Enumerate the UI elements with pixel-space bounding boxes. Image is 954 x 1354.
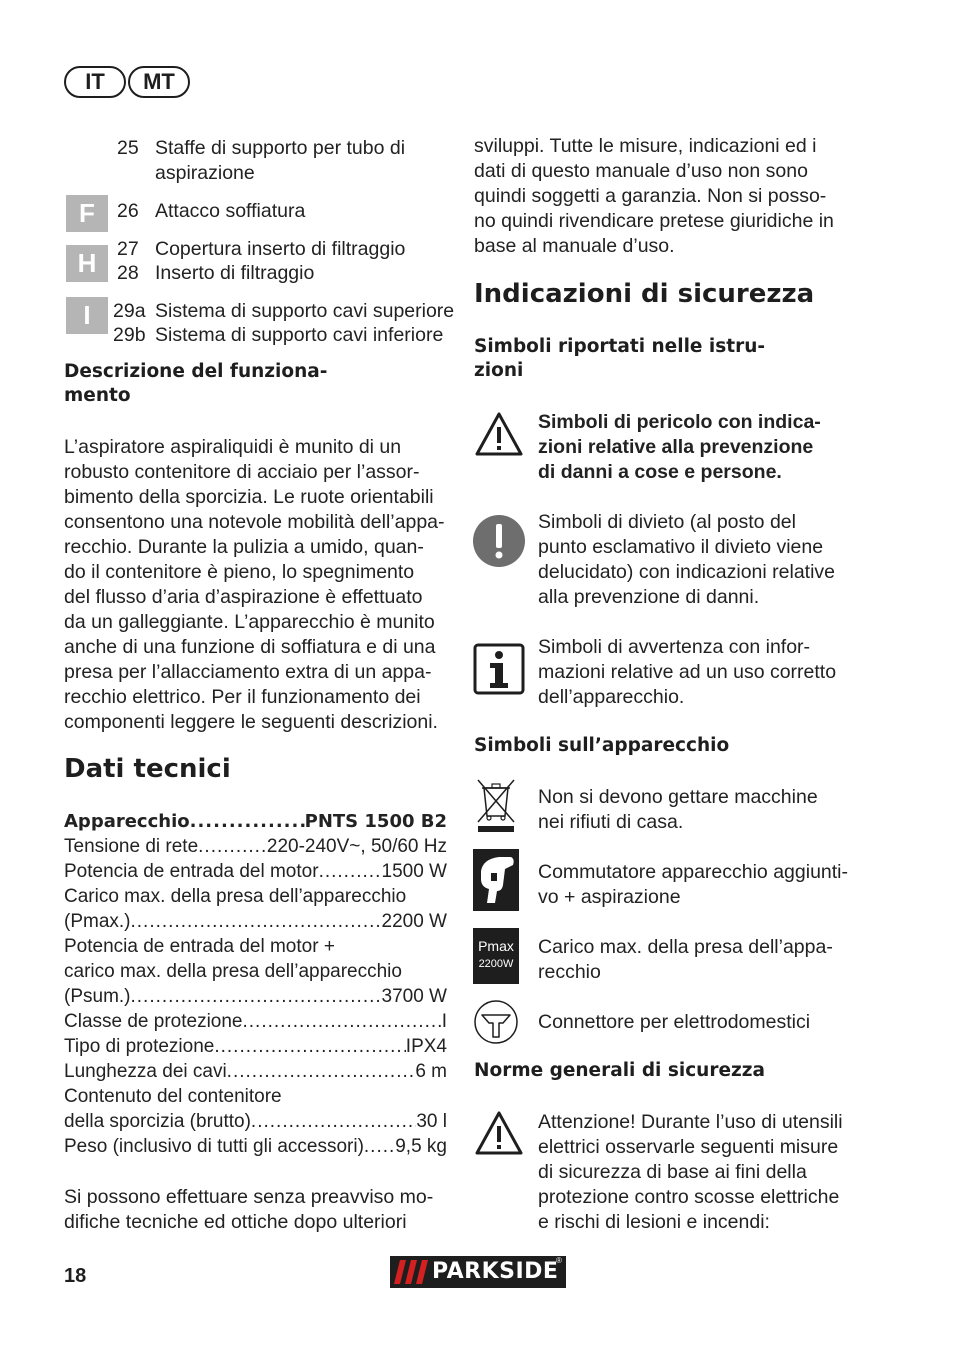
part-label: Inserto di filtraggio xyxy=(155,262,315,284)
dati-tecnici-heading: Dati tecnici xyxy=(64,754,231,784)
text-line: quindi soggetti a garanzia. Non si posso- xyxy=(474,185,827,207)
text-line: Si possono effettuare senza preavviso mo- xyxy=(64,1186,434,1208)
text-line: di danni a cose e persone. xyxy=(538,461,782,483)
part-number: 25 xyxy=(117,137,139,159)
simboli-istruzioni-heading-cont: zioni xyxy=(474,360,524,381)
spec-label: Potencia de entrada del motor xyxy=(64,861,319,882)
text-line: Non si devono gettare macchine xyxy=(538,786,818,808)
text-line: componenti leggere le seguenti descrizioni. xyxy=(64,711,438,733)
spec-label: Tensione di rete xyxy=(64,836,199,857)
warning-triangle-icon xyxy=(474,411,524,457)
text-line: Simboli di pericolo con indica- xyxy=(538,411,821,433)
pmax-icon xyxy=(473,928,519,984)
sicurezza-heading: Indicazioni di sicurezza xyxy=(474,279,815,309)
text-line: bimento della sporcizia. Le ruote orientabili xyxy=(64,486,434,508)
spec-label: Peso (inclusivo di tutti gli accessori) xyxy=(64,1136,364,1157)
logo-slashes-icon xyxy=(394,1260,428,1284)
part-number: 29a xyxy=(113,300,146,322)
spec-value: I xyxy=(441,1011,447,1032)
spec-row-classe xyxy=(64,1009,447,1034)
text-line: recchio elettrico. Per il funzionamento dei xyxy=(64,686,421,708)
pericolo-text xyxy=(538,410,868,485)
part-number: 29b xyxy=(113,324,146,346)
text-line: alla prevenzione di danni. xyxy=(538,586,760,608)
right-intro-paragraph xyxy=(474,134,874,259)
side-tab-h: H xyxy=(66,245,108,282)
text-line: no quindi rivendicare pretese giuridiche in xyxy=(474,210,834,232)
text-line: base al manuale d’uso. xyxy=(474,235,675,257)
spec-value: 3700 W xyxy=(381,986,447,1007)
spec-text: Potencia de entrada del motor + xyxy=(64,936,335,957)
spec-row-pmax xyxy=(64,909,447,934)
text-line: e rischi di lesioni e incendi: xyxy=(538,1211,770,1233)
text-line: elettrici osservarle seguenti misure xyxy=(538,1136,839,1158)
text-line: sviluppi. Tutte le misure, indicazioni ed i xyxy=(474,135,817,157)
part-label: Attacco soffiatura xyxy=(155,200,306,222)
language-badge-it: IT xyxy=(64,66,126,98)
funzionamento-paragraph xyxy=(64,435,454,735)
spec-label: della sporcizia (brutto) xyxy=(64,1111,251,1132)
text-line: Simboli di avvertenza con infor- xyxy=(538,636,811,658)
text-line: protezione contro scosse elettriche xyxy=(538,1186,840,1208)
text-line: del flusso d’aria d’aspirazione è effettuato xyxy=(64,586,423,608)
text-line: Commutatore apparecchio aggiunti- xyxy=(538,861,849,883)
spec-label: (Pmax.) xyxy=(64,911,131,932)
spec-label: Lunghezza dei cavi xyxy=(64,1061,227,1082)
spec-value: 9,5 kg xyxy=(395,1136,447,1157)
spec-row-potencia xyxy=(64,859,447,884)
carico-text xyxy=(538,935,878,985)
spec-label: Classe de protezione xyxy=(64,1011,243,1032)
simboli-istruzioni-heading: Simboli riportati nelle istru- xyxy=(474,336,766,357)
spec-row-lunghezza xyxy=(64,1059,447,1084)
text-line: mazioni relative ad un uso corretto xyxy=(538,661,837,683)
spec-row-psum xyxy=(64,984,447,1009)
part-number: 27 xyxy=(117,238,139,260)
info-icon xyxy=(473,643,525,695)
page-number: 18 xyxy=(64,1265,87,1287)
prohibition-circle-icon xyxy=(472,514,526,568)
part-number: 26 xyxy=(117,200,139,222)
section-heading-funzionamento-cont: mento xyxy=(64,385,131,406)
text-line: dell’apparecchio. xyxy=(538,686,685,708)
part-label: aspirazione xyxy=(155,162,255,184)
logo-wordmark: PARKSIDE xyxy=(432,1259,559,1284)
pmax-icon-value: 2200W xyxy=(478,958,514,970)
text-line: nei rifiuti di casa. xyxy=(538,811,684,833)
connettore-text: Connettore per elettrodomestici xyxy=(538,1011,811,1033)
socket-connector-icon xyxy=(473,999,519,1045)
spec-value: IPX4 xyxy=(405,1036,447,1057)
text-line: L’aspiratore aspiraliquidi è munito di un xyxy=(64,436,402,458)
spec-text: Carico max. della presa dell’apparecchio xyxy=(64,886,407,907)
text-line: Carico max. della presa dell’appa- xyxy=(538,936,833,958)
commutatore-text xyxy=(538,860,878,910)
part-label: Sistema di supporto cavi superiore xyxy=(155,300,455,322)
text-line: Simboli di divieto (al posto del xyxy=(538,511,796,533)
rifiuti-text xyxy=(538,785,878,835)
spec-text: Contenuto del contenitore xyxy=(64,1086,282,1107)
avvertenza-text xyxy=(538,635,878,710)
warning-triangle-icon xyxy=(474,1110,524,1156)
text-line: consentono una notevole mobilità dell’appa- xyxy=(64,511,445,533)
spec-text: carico max. della presa dell’apparecchio xyxy=(64,961,402,982)
section-heading-funzionamento: Descrizione del funziona- xyxy=(64,361,328,382)
text-line: difiche tecniche ed ottiche dopo ulteriori xyxy=(64,1211,407,1233)
spec-label: Tipo di protezione xyxy=(64,1036,215,1057)
spec-label: (Psum.) xyxy=(64,986,131,1007)
language-badge-mt: MT xyxy=(128,66,190,98)
pmax-icon-label: Pmax xyxy=(478,938,514,954)
parkside-logo xyxy=(390,1256,566,1288)
side-tab-i: I xyxy=(66,297,108,334)
spec-row-tipo xyxy=(64,1034,447,1059)
side-tab-f: F xyxy=(66,195,108,232)
spec-value: 1500 W xyxy=(381,861,447,882)
text-line: zioni relative alla prevenzione xyxy=(538,436,814,458)
part-number: 28 xyxy=(117,262,139,284)
spec-row-peso xyxy=(64,1134,447,1159)
spec-value: 30 l xyxy=(416,1111,447,1132)
spec-value: PNTS 1500 B2 xyxy=(304,811,447,832)
part-label: Staffe di supporto per tubo di xyxy=(155,137,406,159)
spec-value: 2200 W xyxy=(381,911,447,932)
text-line: Attenzione! Durante l’uso di utensili xyxy=(538,1111,843,1133)
text-line: delucidato) con indicazioni relative xyxy=(538,561,836,583)
spec-label: Apparecchio xyxy=(64,811,190,832)
part-label: Copertura inserto di filtraggio xyxy=(155,238,406,260)
text-line: anche di una funzione di soffiatura e di una xyxy=(64,636,436,658)
spec-value: 6 m xyxy=(415,1061,447,1082)
attenzione-text xyxy=(538,1110,878,1235)
text-line: da un galleggiante. L’apparecchio è munito xyxy=(64,611,435,633)
spec-row-tensione xyxy=(64,834,447,859)
divieto-text xyxy=(538,510,878,610)
text-line: recchio. Durante la pulizia a umido, quan- xyxy=(64,536,424,558)
spec-value: 220-240V~, 50/60 Hz xyxy=(266,836,447,857)
text-line: dati di questo manuale d’uso non sono xyxy=(474,160,808,182)
text-line: di sicurezza di base ai fini della xyxy=(538,1161,807,1183)
spec-row-apparecchio xyxy=(64,809,447,834)
text-line: recchio xyxy=(538,961,601,983)
simboli-apparecchio-heading: Simboli sull’apparecchio xyxy=(474,735,730,756)
text-line: presa per l’allacciamento extra di un appa- xyxy=(64,661,432,683)
spec-row-sporcizia xyxy=(64,1109,447,1134)
text-line: punto esclamativo il divieto viene xyxy=(538,536,824,558)
part-label: Sistema di supporto cavi inferiore xyxy=(155,324,444,346)
dati-note xyxy=(64,1185,454,1235)
logo-registered-mark: ® xyxy=(556,1256,562,1265)
norme-generali-heading: Norme generali di sicurezza xyxy=(474,1060,766,1081)
text-line: do il contenitore è pieno, lo spegnimento xyxy=(64,561,415,583)
crossed-bin-icon xyxy=(474,776,518,834)
text-line: robusto contenitore di acciaio per l’assor- xyxy=(64,461,420,483)
text-line: vo + aspirazione xyxy=(538,886,681,908)
power-tool-icon xyxy=(473,849,519,911)
